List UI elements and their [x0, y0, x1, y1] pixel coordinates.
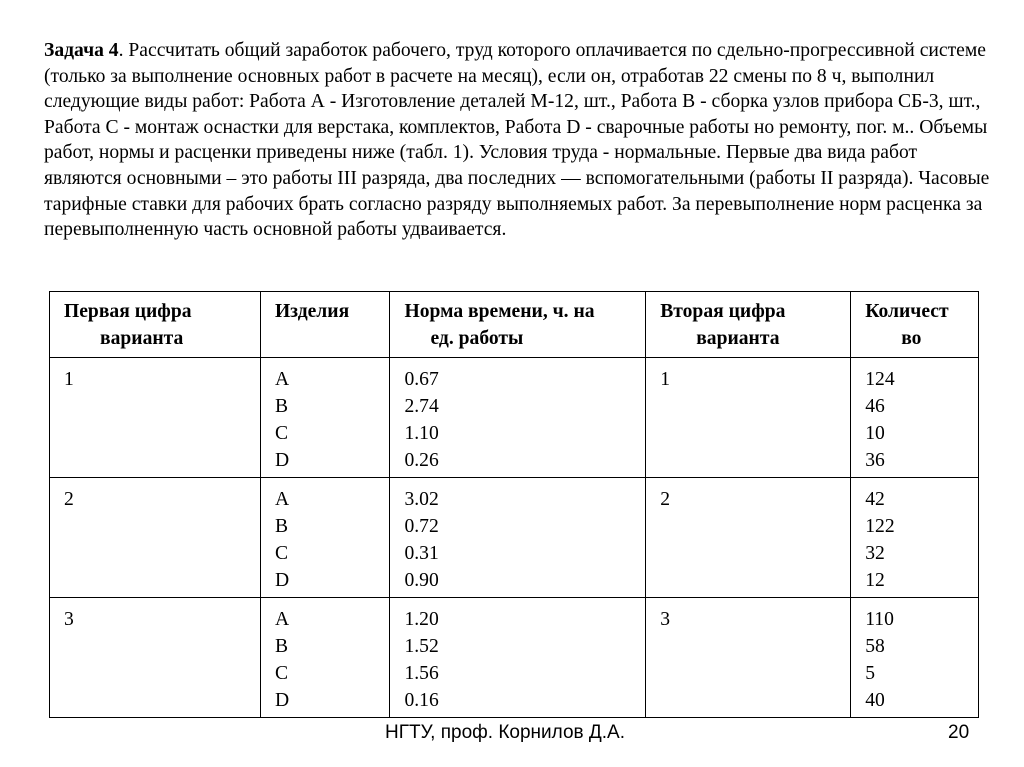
item-value: D — [274, 690, 290, 711]
quantity-value: 58 — [865, 636, 885, 657]
cell-quantities — [851, 358, 979, 478]
item-value: B — [274, 636, 289, 657]
header-second-digit — [646, 292, 851, 358]
header-items-line1: Изделия — [274, 301, 350, 322]
header-items — [260, 292, 390, 358]
cell-first-digit: 2 — [50, 478, 261, 598]
task-paragraph — [44, 38, 994, 243]
norm-value: 0.16 — [404, 690, 439, 711]
norm-value: 0.31 — [404, 543, 439, 564]
norm-value: 3.02 — [404, 489, 439, 510]
item-value: C — [274, 543, 289, 564]
norm-value: 1.20 — [404, 609, 439, 630]
item-value: A — [274, 369, 290, 390]
header-first-digit — [50, 292, 261, 358]
quantity-value: 110 — [865, 609, 894, 630]
item-value: D — [274, 570, 290, 591]
cell-quantities — [851, 598, 979, 718]
quantity-value: 36 — [865, 450, 885, 471]
item-value: A — [274, 489, 290, 510]
table-row — [50, 478, 979, 598]
footer-author: НГТУ, проф. Корнилов Д.А. — [385, 722, 625, 743]
cell-items — [260, 358, 390, 478]
norm-value: 1.56 — [404, 663, 439, 684]
header-second-digit-line1: Вторая цифра — [660, 301, 786, 322]
quantity-value: 46 — [865, 396, 885, 417]
norm-value: 1.10 — [404, 423, 439, 444]
item-value: B — [274, 396, 289, 417]
cell-norms — [390, 358, 646, 478]
item-value: D — [274, 450, 290, 471]
item-value: B — [274, 516, 289, 537]
cell-norms — [390, 598, 646, 718]
norm-value: 2.74 — [404, 396, 439, 417]
page-number: 20 — [948, 722, 970, 743]
item-value: C — [274, 423, 289, 444]
cell-norms — [390, 478, 646, 598]
header-first-digit-line2: варианта — [100, 328, 184, 349]
quantity-value: 10 — [865, 423, 885, 444]
cell-items — [260, 598, 390, 718]
header-quantity-line1: Количест — [865, 301, 949, 322]
quantity-value: 40 — [865, 690, 885, 711]
cell-second-digit: 2 — [646, 478, 851, 598]
norm-value: 0.26 — [404, 450, 439, 471]
cell-quantities — [851, 478, 979, 598]
task-text: . Рассчитать общий заработок рабочего, труд которого оплачивается по сдельно-прогрессивной системе (только за выполнение основных работ в расчете на месяц), если он, отработав 22 смены по 8 ч, выполнил следующие виды работ: Работа А - Изготовление деталей М-12, шт., Работа В - сборка узлов прибора СБ-3, шт., Работа С - монтаж оснастки для верстака, комплектов, Работа D - сварочные работы но ремонту, пог. м.. Объемы работ, нормы и расценки приведены ниже (табл. 1). Условия труда - нормальные. Первые два вида работ являются основными – это работы III разряда, два последних — вспомогательными (работы II разряда). Часовые тарифные ставки для рабочих брать согласно разряду выполняемых работ. За перевыполнение норм расценка за перевыполненную часть основной работы удваивается. — [44, 40, 990, 241]
norm-value: 1.52 — [404, 636, 439, 657]
header-time-norm-line2: ед. работы — [430, 328, 524, 349]
quantity-value: 124 — [865, 369, 895, 390]
item-value: C — [274, 663, 289, 684]
norm-value: 0.90 — [404, 570, 439, 591]
task-label: Задача 4 — [44, 40, 119, 61]
quantity-value: 122 — [865, 516, 895, 537]
header-second-digit-line2: варианта — [696, 328, 780, 349]
quantity-value: 12 — [865, 570, 885, 591]
quantity-value: 42 — [865, 489, 885, 510]
norm-value: 0.72 — [404, 516, 439, 537]
norm-value: 0.67 — [404, 369, 439, 390]
cell-items — [260, 478, 390, 598]
cell-second-digit: 3 — [646, 598, 851, 718]
table-header-row — [50, 292, 979, 358]
item-value: A — [274, 609, 290, 630]
cell-second-digit: 1 — [646, 358, 851, 478]
table-row — [50, 598, 979, 718]
quantity-value: 32 — [865, 543, 885, 564]
header-quantity — [851, 292, 979, 358]
header-quantity-line2: во — [901, 328, 922, 349]
cell-first-digit: 1 — [50, 358, 261, 478]
table-row — [50, 358, 979, 478]
header-time-norm — [390, 292, 646, 358]
header-first-digit-line1: Первая цифра — [64, 301, 192, 322]
variants-table — [49, 291, 979, 718]
header-time-norm-line1: Норма времени, ч. на — [404, 301, 595, 322]
quantity-value: 5 — [865, 663, 876, 684]
cell-first-digit: 3 — [50, 598, 261, 718]
